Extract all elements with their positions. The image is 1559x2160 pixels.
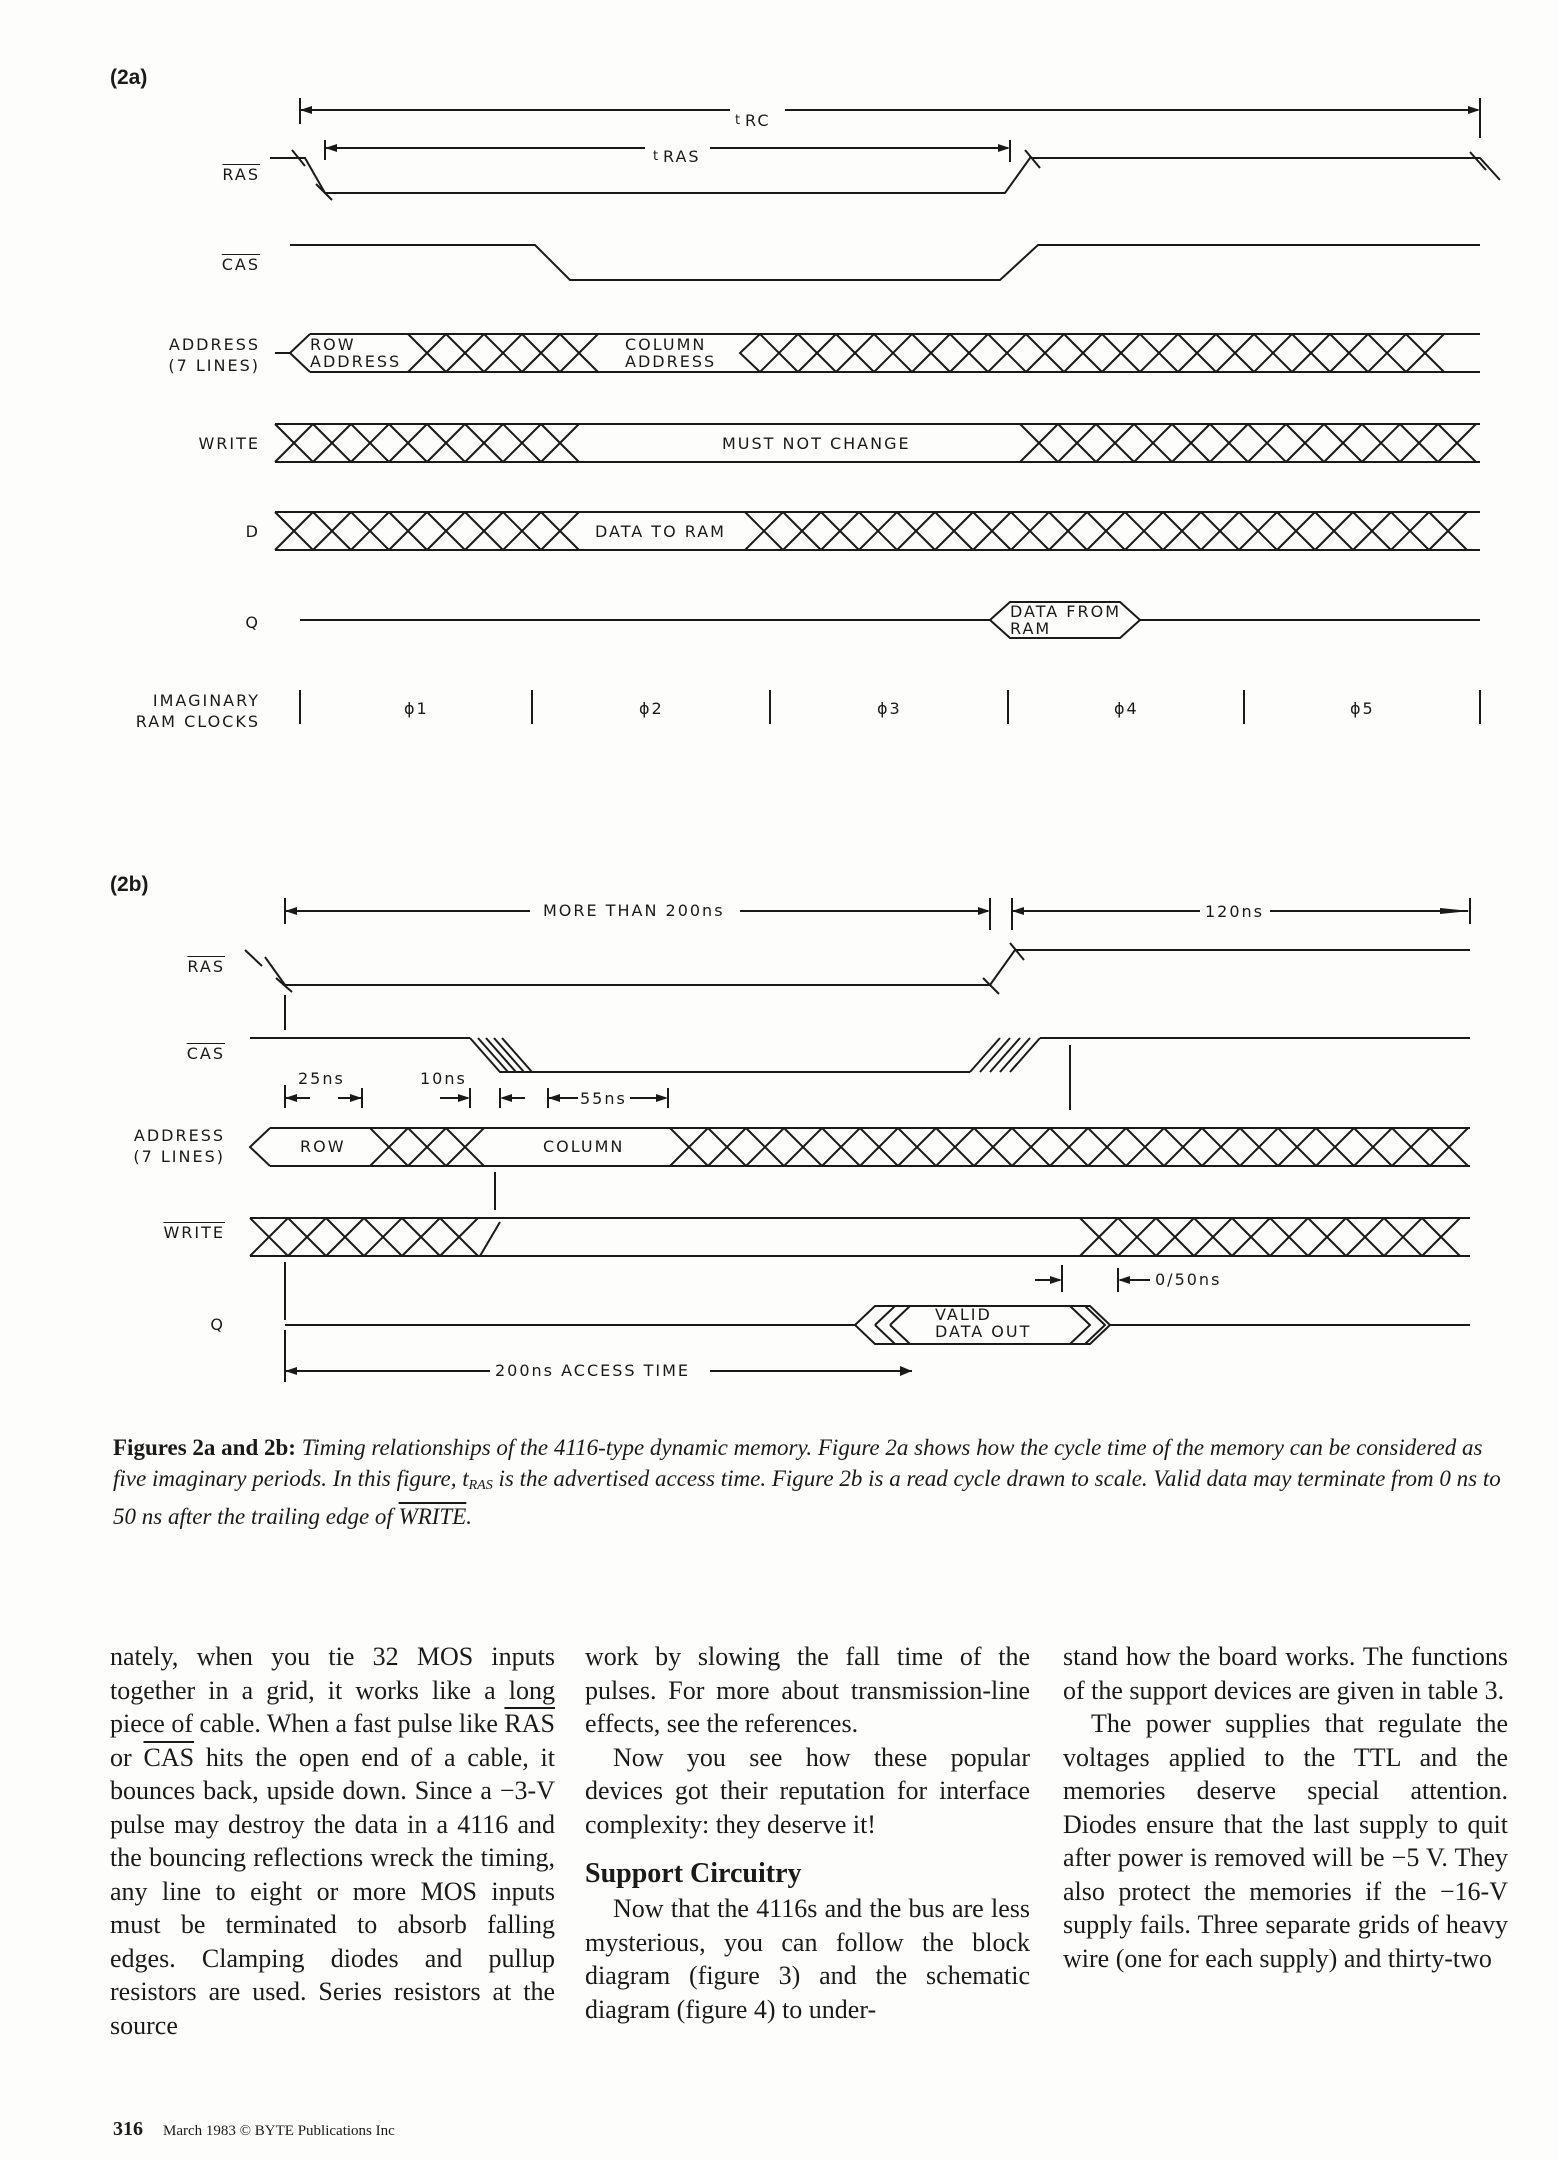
col3-paragraph-1: stand how the board works. The functions of the support devices are given in table 3. — [1063, 1642, 1508, 1705]
phase-label: ϕ1 — [404, 699, 429, 718]
row-address-text-1: ROW — [310, 335, 356, 354]
address-label-2b-line1: ADDRESS — [133, 1126, 225, 1145]
must-not-change-text: MUST NOT CHANGE — [722, 434, 911, 453]
col2-paragraph-3: Now that the 4116s and the bus are less mysterious, you can follow the block diagram (figure 3) and the schematic diagram (figure 4) to under- — [585, 1894, 1030, 2024]
clocks-label-2a-line2: RAM CLOCKS — [135, 712, 260, 731]
cas-label-2b: $\overline{CAS}$ — [186, 1044, 225, 1063]
column-address-text-2: ADDRESS — [625, 352, 717, 371]
d-label-2a: D — [245, 522, 260, 541]
data-from-ram-text-2: RAM — [1010, 619, 1052, 638]
col2-paragraph-2: Now you see how these popular devices got their reputation for interface complexity: they deserve it! — [585, 1742, 1030, 1839]
access-time-text: 200ns ACCESS TIME — [495, 1361, 691, 1380]
col1-cas: $\overline{CAS}$ — [143, 1742, 195, 1772]
caption-write: WRITE — [398, 1504, 467, 1529]
caption-text-1: Timing relationships of the 4116-type dynamic memory. Figure 2a shows how the cycle time of the memory can be considered as five imaginary periods. In this figure, t — [113, 1435, 1483, 1491]
ras-label-2a: $\overline{RAS}$ — [222, 165, 260, 184]
bus-hatching — [250, 334, 1476, 1256]
body-column-3 — [1063, 1640, 1508, 1975]
phase-label: ϕ3 — [877, 699, 902, 718]
figure-2a-tag: (2a) — [110, 66, 148, 89]
valid-data-text-2: DATA OUT — [935, 1322, 1032, 1341]
body-column-1 — [110, 1640, 555, 2042]
phase-label: ϕ5 — [1350, 699, 1375, 718]
address-label-2b-line2: (7 LINES) — [133, 1147, 225, 1166]
phase-label: ϕ4 — [1114, 699, 1139, 718]
col1-text-b: hits the open end of a cable, it bounces back, upside down. Since a −3-V pulse may destroy the data in a 4116 and the bouncing reflections wreck the timing, any line to eight or more MOS inputs must be terminated to absorb falling edges. Clamping diodes and pullup resistors are used. Series resistors at the source — [110, 1742, 555, 2040]
section-heading: Support Circuitry — [585, 1858, 802, 1889]
t0-50ns-text: 0/50ns — [1155, 1270, 1222, 1289]
clocks-label-2a-line1: IMAGINARY — [152, 691, 260, 710]
t10ns-text: 10ns — [420, 1069, 467, 1088]
figure-2b-tag: (2b) — [110, 873, 149, 896]
col1-or: or — [110, 1742, 144, 1772]
caption-lead: Figures 2a and 2b: — [113, 1435, 296, 1460]
col3-paragraph-2: The power supplies that regulate the voltages applied to the TTL and the memories deserve special attention. Diodes ensure that the last supply to quit after power is removed will be −5 V. They also protect the memories if the −16-V supply fails. Three separate grids of heavy wire (one for each supply) and thirty-two — [1063, 1709, 1508, 1973]
q-label-2b: Q — [210, 1315, 225, 1334]
phase-label: ϕ2 — [639, 699, 664, 718]
ras-label-2b: $\overline{RAS}$ — [187, 957, 225, 976]
cas-label-2a: $\overline{CAS}$ — [221, 255, 260, 274]
column-address-text-1: COLUMN — [625, 335, 707, 354]
footer-text: March 1983 © BYTE Publications Inc — [163, 2123, 395, 2139]
data-to-ram-text: DATA TO RAM — [595, 522, 726, 541]
row-address-text-2: ADDRESS — [310, 352, 402, 371]
trc-prefix: t — [735, 113, 743, 128]
write-label-2b: WRITE — [163, 1223, 225, 1242]
tras-prefix: t — [653, 149, 661, 164]
body-column-2 — [585, 1640, 1030, 2026]
col2-paragraph-1: work by slowing the fall time of the pulses. For more about transmission-line effects, see the references. — [585, 1642, 1030, 1738]
t120ns-text: 120ns — [1205, 902, 1265, 921]
figure-caption — [113, 1432, 1503, 1532]
caption-text-2: is the advertised access time. Figure 2b is a read cycle drawn to scale. Valid data may terminate from 0 ns to 50 ns after the trailing edge of — [113, 1466, 1501, 1529]
page-footer — [113, 2118, 395, 2141]
row-text-2b: ROW — [300, 1137, 346, 1156]
address-label-2a-line2: (7 LINES) — [168, 356, 260, 375]
page-number: 316 — [113, 2118, 143, 2140]
address-label-2a-line1: ADDRESS — [168, 335, 260, 354]
caption-end: . — [466, 1504, 473, 1529]
more-than-200ns-text: MORE THAN 200ns — [543, 901, 725, 920]
data-from-ram-text-1: DATA FROM — [1010, 602, 1122, 621]
t55ns-text: 55ns — [580, 1089, 627, 1108]
t25ns-text: 25ns — [298, 1069, 345, 1088]
write-label-2a: WRITE — [198, 434, 260, 453]
q-label-2a: Q — [245, 613, 260, 632]
trc-label: RC — [745, 111, 771, 130]
valid-data-text-1: VALID — [935, 1305, 992, 1324]
caption-sub: RAS — [468, 1478, 493, 1493]
col1-text-a: nately, when you tie 32 MOS inputs together in a grid, it works like a long piece of cable. When a fast pulse like — [110, 1642, 555, 1738]
column-text-2b: COLUMN — [543, 1137, 625, 1156]
col1-paragraph — [110, 1640, 555, 2042]
tras-label: RAS — [663, 147, 701, 166]
col1-ras: $\overline{RAS}$ — [504, 1709, 555, 1738]
phase-labels — [404, 699, 1375, 718]
